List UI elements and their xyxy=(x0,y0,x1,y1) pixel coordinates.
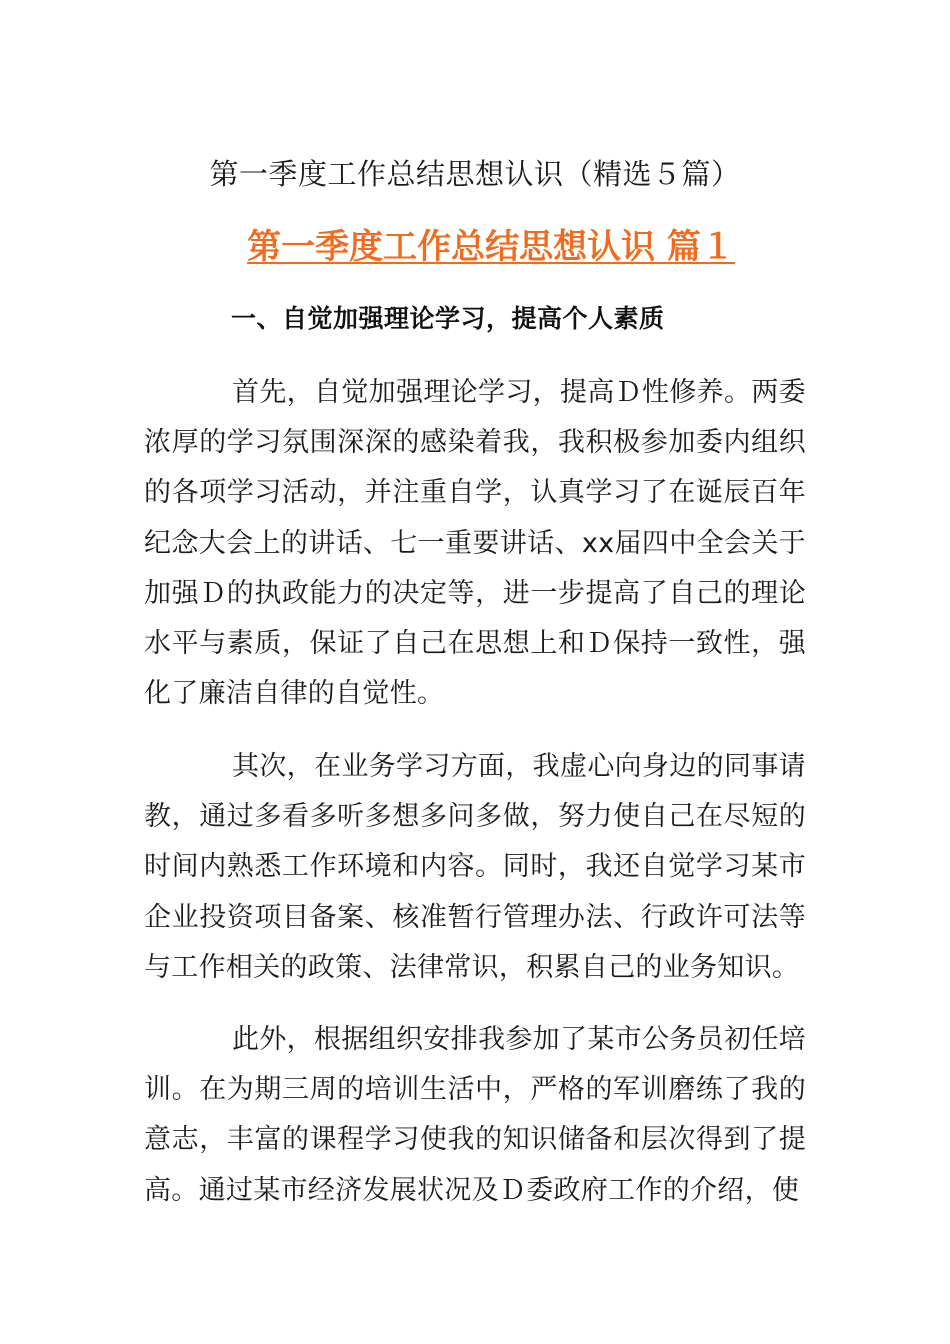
section-heading: 一、自觉加强理论学习，提高个人素质 xyxy=(231,304,665,333)
paragraph-3: 此外，根据组织安排我参加了某市公务员初任培训。在为期三周的培训生活中，严格的军训磨练了我的意志，丰富的课程学习使我的知识储备和层次得到了提高。通过某市经济发展状况及Ｄ委政府工作的介绍，使 xyxy=(144,1024,806,1206)
paragraph-1: 首先，自觉加强理论学习，提高Ｄ性修养。两委浓厚的学习氛围深深的感染着我，我积极参加委内组织的各项学习活动，并注重自学，认真学习了在诞辰百年纪念大会上的讲话、七一重要讲话、xx届四中全会关于加强Ｄ的执政能力的决定等，进一步提高了自己的理论水平与素质，保证了自己在思想上和Ｄ保持一致性，强化了廉洁自律的自觉性。 xyxy=(144,377,806,710)
document-title: 第一季度工作总结思想认识（精选５篇） xyxy=(209,157,741,191)
paragraph-2: 其次，在业务学习方面，我虚心向身边的同事请教，通过多看多听多想多问多做，努力使自己在尽短的时间内熟悉工作环境和内容。同时，我还自觉学习某市企业投资项目备案、核准暂行管理办法、行政许可法等与工作相关的政策、法律常识，积累自己的业务知识。 xyxy=(144,751,806,983)
section-title-link[interactable]: 第一季度工作总结思想认识 篇１ xyxy=(247,227,735,267)
